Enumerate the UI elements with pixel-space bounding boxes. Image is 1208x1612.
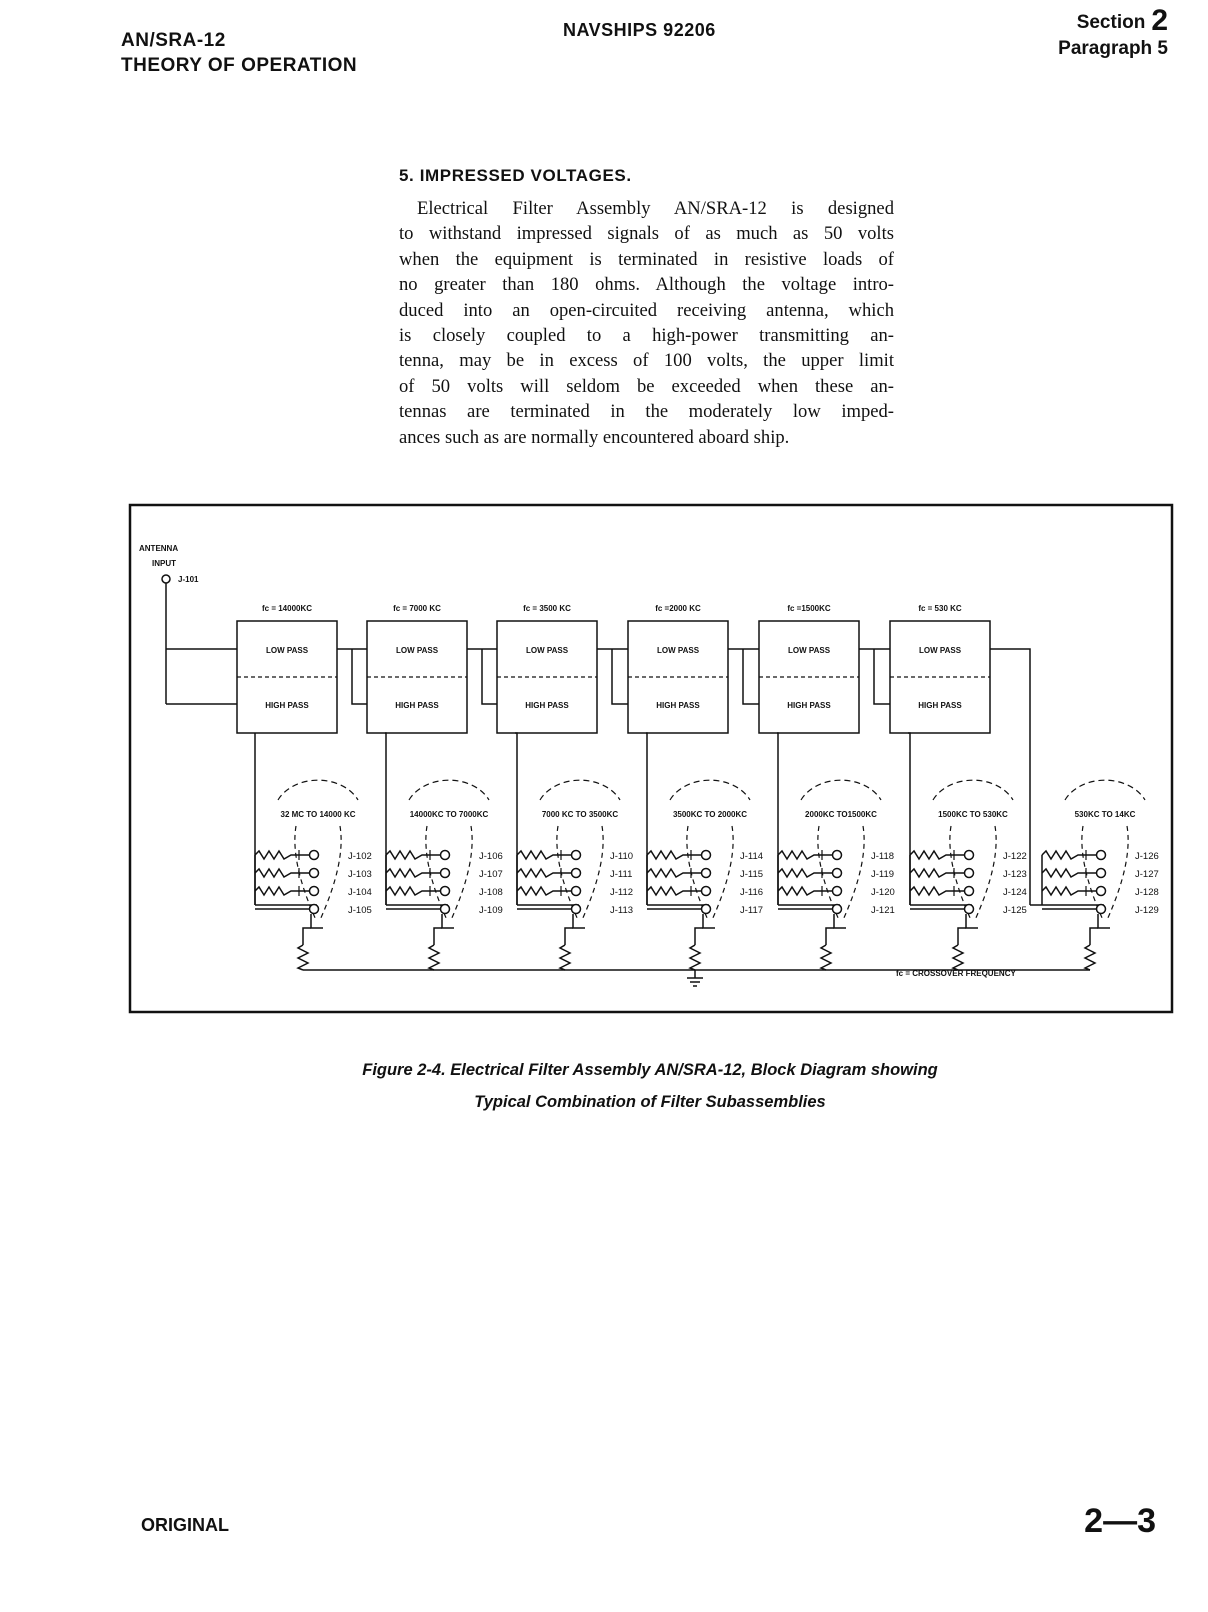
band-range-label: 2000KC TO1500KC — [805, 810, 877, 819]
jack-label: J-113 — [610, 905, 634, 916]
jack-label: J-117 — [740, 905, 764, 916]
paragraph-indicator: Paragraph 5 — [1058, 38, 1168, 59]
band-range-label: 530KC TO 14KC — [1074, 810, 1136, 819]
switch-outline — [540, 780, 620, 800]
terminating-resistor-icon — [690, 945, 700, 970]
filter-cutoff-label: fc =2000 KC — [655, 604, 701, 613]
equipment-title: AN/SRA-12 — [121, 30, 226, 51]
highpass-link — [612, 649, 628, 704]
jack-terminal-icon — [441, 869, 450, 878]
jack-label: J-116 — [740, 887, 764, 898]
footer-status: ORIGINAL — [141, 1515, 229, 1535]
highpass-link — [874, 649, 890, 704]
terminating-resistor-icon — [298, 945, 308, 970]
resistor-icon — [386, 851, 440, 859]
terminating-resistor-icon — [821, 945, 831, 970]
antenna-label-input: INPUT — [152, 559, 176, 568]
jack-label: J-105 — [348, 905, 372, 916]
jack-label: J-109 — [479, 905, 503, 916]
jack-label: J-124 — [1003, 887, 1027, 898]
switch-outline — [409, 780, 489, 800]
jack-label: J-128 — [1135, 887, 1159, 898]
jack-terminal-icon — [1097, 905, 1106, 914]
chapter-title: THEORY OF OPERATION — [121, 55, 358, 76]
terminating-resistor-icon — [953, 945, 963, 970]
resistor-icon — [1042, 851, 1096, 859]
wiper-line — [1090, 928, 1098, 945]
wiper-line — [826, 928, 834, 945]
body-line: ances such as are normally encountered aboard ship. — [399, 426, 790, 448]
caption-line: Figure 2-4. Electrical Filter Assembly AN/SRA-12, Block Diagram showing — [362, 1061, 938, 1079]
switch-outline — [670, 780, 750, 800]
jack-terminal-icon — [833, 851, 842, 860]
resistor-icon — [386, 869, 440, 877]
jack-terminal-icon — [572, 869, 581, 878]
jack-terminal-icon — [1097, 851, 1106, 860]
jack-terminal-icon — [1097, 869, 1106, 878]
wiper-line — [434, 928, 442, 945]
section-label: Section — [1076, 12, 1146, 33]
high-pass-label: HIGH PASS — [395, 701, 439, 710]
jack-terminal-icon — [441, 851, 450, 860]
jack-terminal-icon — [833, 905, 842, 914]
jack-terminal-icon — [702, 905, 711, 914]
body-line: is closely coupled to a high-power transmitting an- — [399, 325, 894, 347]
page-number: 2—3 — [1084, 1502, 1156, 1540]
jack-label: J-118 — [871, 851, 895, 862]
jack-label: J-114 — [740, 851, 764, 862]
jack-label: J-122 — [1003, 851, 1027, 862]
antenna-jack-label: J-101 — [178, 575, 199, 584]
terminating-resistor-icon — [1085, 945, 1095, 970]
final-lowpass-output — [990, 649, 1030, 905]
band-range-label: 3500KC TO 2000KC — [672, 810, 748, 819]
low-pass-label: LOW PASS — [395, 646, 439, 655]
body-line: Electrical Filter Assembly AN/SRA-12 is designed — [417, 198, 894, 219]
band-range-label: 32 MC TO 14000 KC — [280, 810, 356, 819]
jack-label: J-126 — [1135, 851, 1159, 862]
jack-label: J-111 — [610, 869, 633, 880]
body-line: duced into an open-circuited receiving antenna, which — [399, 299, 894, 321]
section-heading: 5. IMPRESSED VOLTAGES. — [399, 166, 632, 185]
low-pass-label: LOW PASS — [525, 646, 569, 655]
resistor-icon — [517, 887, 571, 895]
crossover-note: fc = CROSSOVER FREQUENCY — [896, 969, 1016, 978]
jack-terminal-icon — [1097, 887, 1106, 896]
resistor-icon — [778, 887, 832, 895]
resistor-icon — [910, 887, 964, 895]
resistor-icon — [910, 869, 964, 877]
low-pass-label: LOW PASS — [656, 646, 700, 655]
body-line: of 50 volts will seldom be exceeded when these an- — [399, 375, 894, 397]
jack-label: J-127 — [1135, 869, 1159, 880]
jack-label: J-108 — [479, 887, 503, 898]
jack-label: J-119 — [871, 869, 895, 880]
resistor-icon — [910, 851, 964, 859]
jack-terminal-icon — [441, 905, 450, 914]
wiper-line — [565, 928, 573, 945]
switch-outline — [278, 780, 358, 800]
jack-terminal-icon — [702, 851, 711, 860]
caption-line: Typical Combination of Filter Subassemblies — [474, 1093, 826, 1111]
jack-terminal-icon — [441, 887, 450, 896]
resistor-icon — [647, 869, 701, 877]
diagram-frame — [130, 505, 1172, 1012]
jack-terminal-icon — [310, 905, 319, 914]
switch-outline — [933, 780, 1013, 800]
output-bands — [255, 733, 1159, 970]
low-pass-label: LOW PASS — [918, 646, 962, 655]
body-line: when the equipment is terminated in resistive loads of — [399, 248, 894, 270]
section-number: 2 — [1151, 4, 1168, 37]
terminating-resistor-icon — [560, 945, 570, 970]
jack-terminal-icon — [965, 851, 974, 860]
jack-terminal-icon — [702, 869, 711, 878]
resistor-icon — [647, 887, 701, 895]
high-pass-label: HIGH PASS — [787, 701, 831, 710]
jack-label: J-107 — [479, 869, 503, 880]
wiper-line — [303, 928, 311, 945]
jack-label: J-110 — [610, 851, 634, 862]
jack-terminal-icon — [833, 887, 842, 896]
ground-icon — [687, 970, 703, 986]
jack-label: J-112 — [610, 887, 634, 898]
resistor-icon — [386, 887, 440, 895]
jack-terminal-icon — [965, 887, 974, 896]
filter-cutoff-label: fc = 3500 KC — [523, 604, 571, 613]
jack-label: J-103 — [348, 869, 372, 880]
wiper-line — [695, 928, 703, 945]
jack-terminal-icon — [310, 851, 319, 860]
jack-terminal-icon — [702, 887, 711, 896]
jack-label: J-104 — [348, 887, 372, 898]
jack-label: J-106 — [479, 851, 503, 862]
body-line: to withstand impressed signals of as much as 50 volts — [399, 223, 894, 245]
jack-label: J-120 — [871, 887, 895, 898]
resistor-icon — [778, 851, 832, 859]
jack-terminal-icon — [572, 905, 581, 914]
filter-cutoff-label: fc =1500KC — [787, 604, 831, 613]
high-pass-label: HIGH PASS — [918, 701, 962, 710]
high-pass-label: HIGH PASS — [656, 701, 700, 710]
low-pass-label: LOW PASS — [787, 646, 831, 655]
document-number: NAVSHIPS 92206 — [563, 20, 716, 40]
resistor-icon — [1042, 869, 1096, 877]
band-range-label: 1500KC TO 530KC — [938, 810, 1008, 819]
high-pass-label: HIGH PASS — [265, 701, 309, 710]
switch-outline — [1065, 780, 1145, 800]
filter-cutoff-label: fc = 14000KC — [261, 604, 313, 613]
jack-terminal-icon — [310, 869, 319, 878]
jack-terminal-icon — [965, 905, 974, 914]
figure-caption — [300, 1054, 1000, 1118]
jack-terminal-icon — [310, 887, 319, 896]
jack-label: J-123 — [1003, 869, 1027, 880]
jack-label: J-102 — [348, 851, 372, 862]
resistor-icon — [255, 869, 309, 877]
resistor-icon — [255, 851, 309, 859]
highpass-link — [352, 649, 367, 704]
resistor-icon — [517, 851, 571, 859]
jack-terminal-icon — [572, 887, 581, 896]
filter-cutoff-label: fc = 530 KC — [918, 604, 962, 613]
filter-cutoff-label: fc = 7000 KC — [393, 604, 441, 613]
body-line: no greater than 180 ohms. Although the voltage intro- — [399, 274, 894, 296]
jack-terminal-icon — [965, 869, 974, 878]
band-range-label: 7000 KC TO 3500KC — [541, 810, 619, 819]
terminating-resistor-icon — [429, 945, 439, 970]
resistor-icon — [778, 869, 832, 877]
wiper-line — [958, 928, 966, 945]
resistor-icon — [255, 887, 309, 895]
antenna-label: ANTENNA — [139, 544, 179, 553]
body-line: tenna, may be in excess of 100 volts, the upper limit — [399, 350, 894, 372]
jack-label: J-125 — [1003, 905, 1027, 916]
jack-terminal-icon — [572, 851, 581, 860]
antenna-input-terminal — [162, 575, 170, 583]
highpass-link — [482, 649, 497, 704]
jack-terminal-icon — [833, 869, 842, 878]
resistor-icon — [647, 851, 701, 859]
resistor-icon — [517, 869, 571, 877]
highpass-link — [743, 649, 759, 704]
body-line: tennas are terminated in the moderately low imped- — [399, 401, 894, 423]
jack-label: J-129 — [1135, 905, 1159, 916]
resistor-icon — [1042, 887, 1096, 895]
jack-label: J-115 — [740, 869, 764, 880]
band-range-label: 14000KC TO 7000KC — [409, 810, 489, 819]
low-pass-label: LOW PASS — [265, 646, 309, 655]
switch-outline — [801, 780, 881, 800]
jack-label: J-121 — [871, 905, 895, 916]
high-pass-label: HIGH PASS — [525, 701, 569, 710]
